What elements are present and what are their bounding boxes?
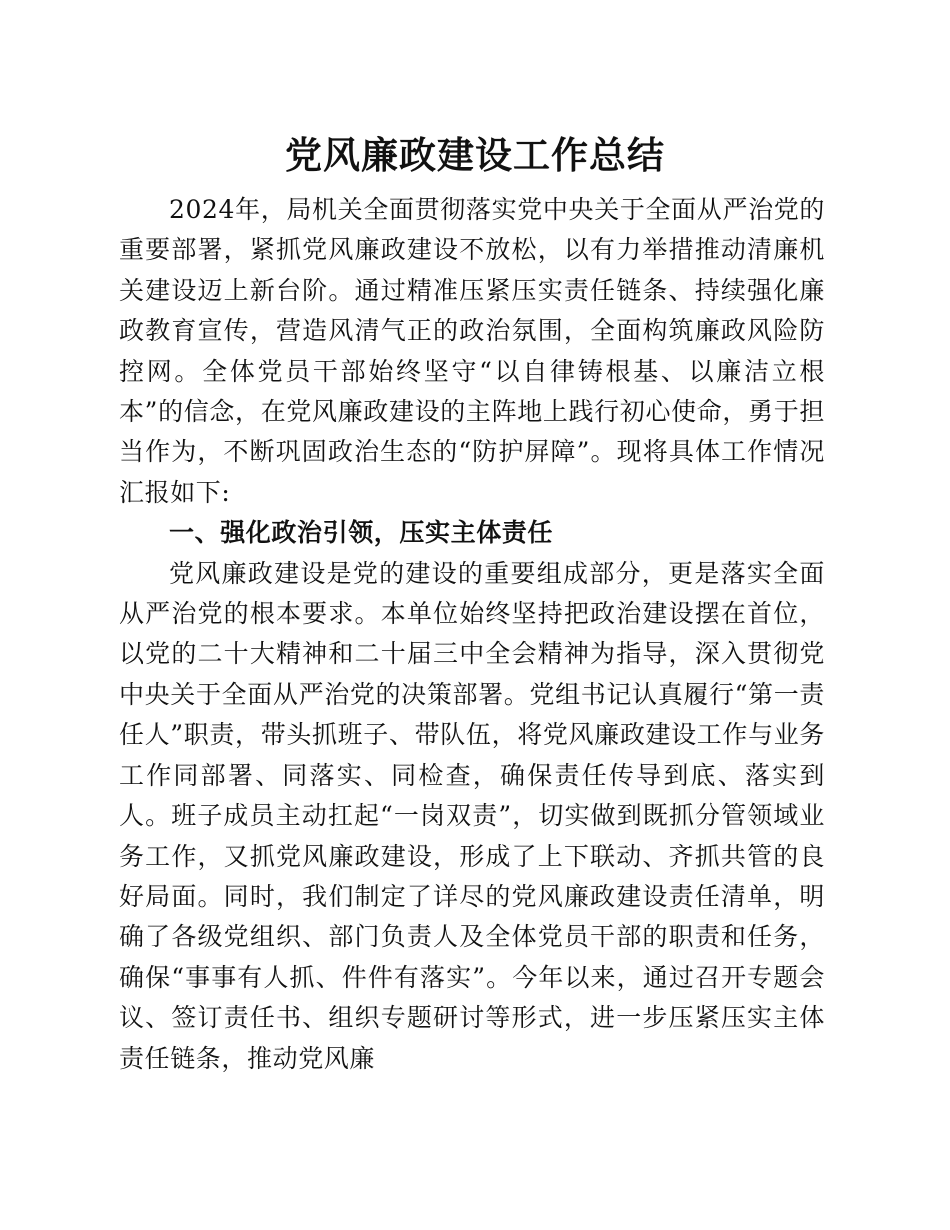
document-body xyxy=(119,190,825,1079)
section-paragraph: 党风廉政建设是党的建设的重要组成部分，更是落实全面从严治党的根本要求。本单位始终坚持把政治建设摆在首位，以党的二十大精神和二十届三中全会精神为指导，深入贯彻党中央关于全面从严治党的决策部署。党组书记认真履行“第一责任人”职责，带头抓班子、带队伍，将党风廉政建设工作与业务工作同部署、同落实、同检查，确保责任传导到底、落实到人。班子成员主动扛起“一岗双责”，切实做到既抓分管领域业务工作，又抓党风廉政建设，形成了上下联动、齐抓共管的良好局面。同时，我们制定了详尽的党风廉政建设责任清单，明确了各级党组织、部门负责人及全体党员干部的职责和任务，确保“事事有人抓、件件有落实”。今年以来，通过召开专题会议、签订责任书、组织专题研讨等形式，进一步压紧压实主体责任链条，推动党风廉 xyxy=(119,558,825,1073)
document-title: 党风廉政建设工作总结 xyxy=(285,134,665,177)
section-heading: 一、强化政治引领，压实主体责任 xyxy=(169,518,554,548)
intro-paragraph: 2024年，局机关全面贯彻落实党中央关于全面从严治党的重要部署，紧抓党风廉政建设不放松，以有力举措推动清廉机关建设迈上新台阶。通过精准压紧压实责任链条、持续强化廉政教育宣传，营造风清气正的政治氛围，全面构筑廉政风险防控网。全体党员干部始终坚守“以自律铸根基、以廉洁立根本”的信念，在党风廉政建设的主阵地上践行初心使命，勇于担当作为，不断巩固政治生态的“防护屏障”。现将具体工作情况汇报如下: xyxy=(119,195,825,507)
